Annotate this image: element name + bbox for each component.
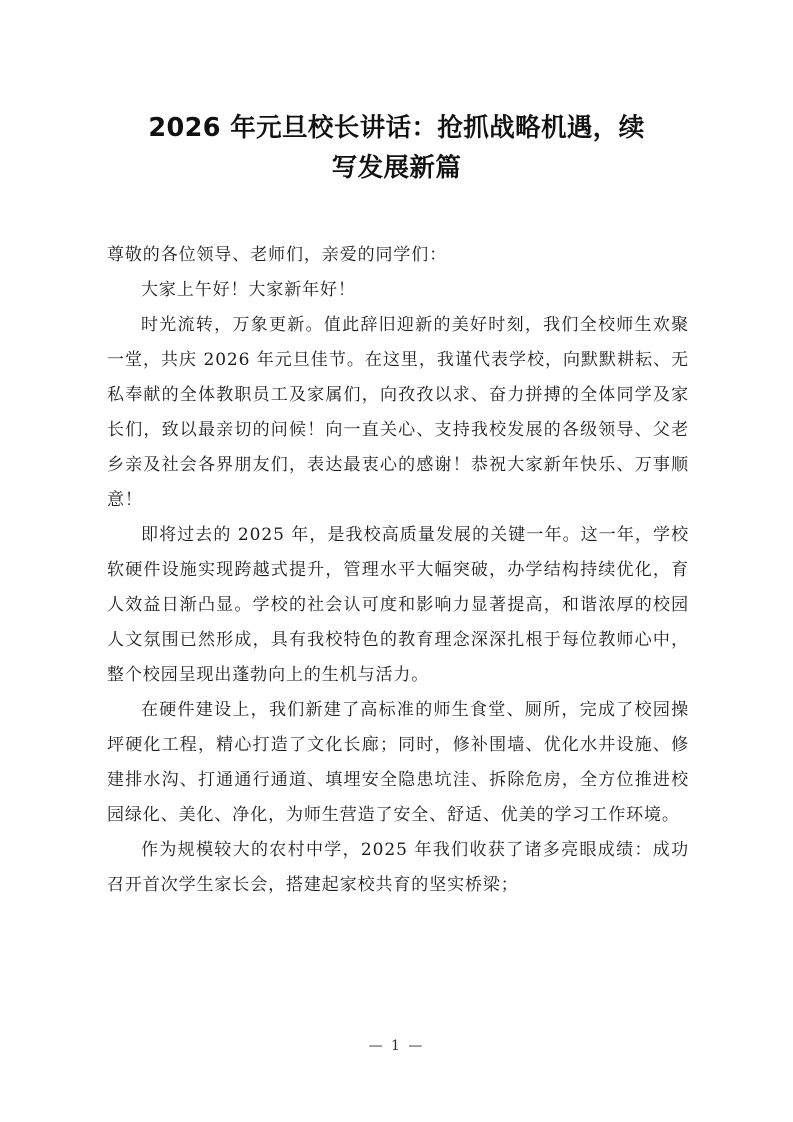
page-footer [0, 1032, 793, 1060]
page-number-marker: — 1 — [368, 1038, 425, 1054]
page-title-line-1: 2026 年元旦校长讲话：抢抓战略机遇，续 [148, 113, 645, 143]
document-body [107, 238, 689, 903]
paragraph-year-review: 即将过去的 2025 年，是我校高质量发展的关键一年。这一年，学校软硬件设施实现跨越式提升，管理水平大幅突破，办学结构持续优化，育人效益日渐凸显。学校的社会认可度和影响力显著提高，和谐浓厚的校园人文氛围已然形成，具有我校特色的教育理念深深扎根于每位教师心中，整个校园呈现出蓬勃向上的生机与活力。 [107, 525, 689, 685]
paragraph-greeting: 大家上午好！大家新年好！ [141, 280, 356, 300]
paragraph-facilities: 在硬件建设上，我们新建了高标准的师生食堂、厕所，完成了校园操坪硬化工程，精心打造了文化长廊；同时，修补围墙、优化水井设施、修建排水沟、打通通行通道、填埋安全隐患坑洼、拆除危房，全方位推进校园绿化、美化、净化，为师生营造了安全、舒适、优美的学习工作环境。 [107, 700, 689, 825]
page-title [104, 108, 689, 188]
paragraph-achievements: 作为规模较大的农村中学，2025 年我们收获了诸多亮眼成绩：成功召开首次学生家长会，搭建起家校共育的坚实桥梁； [107, 840, 689, 895]
paragraph-new-year-wishes: 时光流转，万象更新。值此辞旧迎新的美好时刻，我们全校师生欢聚一堂，共庆 2026 年元旦佳节。在这里，我谨代表学校，向默默耕耘、无私奉献的全体教职员工及家属们，向孜孜以求、奋力拼搏的全体同学及家长们，致以最亲切的问候！向一直关心、支持我校发展的各级领导、父老乡亲及社会各界朋友们，表达最衷心的感谢！恭祝大家新年快乐、万事顺意！ [107, 315, 689, 510]
paragraph-salutation: 尊敬的各位领导、老师们，亲爱的同学们： [107, 245, 448, 265]
page-title-line-2: 写发展新篇 [331, 153, 462, 183]
